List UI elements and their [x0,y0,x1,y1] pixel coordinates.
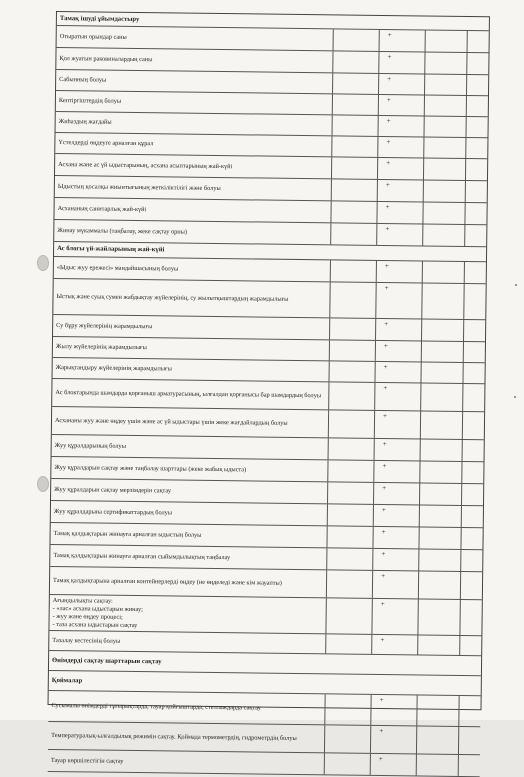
check-cell [328,361,374,382]
section-title: Қоймалар [51,676,83,684]
check-mark: + [387,53,392,62]
check-cell [465,159,489,180]
row-label: Жарықтандыру жүйелерінің жарамдылығы [55,364,172,373]
check-cell [420,439,462,461]
check-cell [325,634,371,654]
check-cell [420,383,462,411]
row-label: Кептіргіштердің болуы [58,97,122,105]
check-cell [376,202,422,224]
check-mark: + [386,96,391,105]
check-cell [464,262,488,283]
check-cell [375,319,421,341]
row-label: Температуралық-ылғалдылық режимін сақтау. Қоймада термометрдің, гидрометрдің болуы [51,731,297,742]
check-mark: + [387,75,392,84]
check-cell [462,440,486,461]
check-cell [377,158,423,180]
check-cell [418,527,460,549]
check-cell [375,341,421,362]
check-cell [324,725,370,753]
check-cell [378,74,424,95]
punch-hole [37,255,49,271]
check-cell [377,137,423,158]
check-mark: + [385,225,390,234]
check-mark: + [383,363,388,372]
check-cell [332,73,378,94]
check-cell [378,95,424,116]
check-cell [421,319,463,341]
check-cell [459,636,483,655]
check-cell [416,695,458,726]
check-cell [419,505,461,527]
check-cell [327,460,373,482]
check-cell [372,527,418,549]
check-cell [327,482,373,504]
punch-hole [37,476,49,492]
check-cell [371,635,417,655]
check-cell [377,116,423,137]
section-title: Өнімдерді сақтау шарттарын сақтау [52,656,162,665]
check-cell [421,283,463,319]
row-label: Тамақ қалдықтарын жинауға арналған сыйымдылықтың таңбалау [53,551,231,561]
checklist-row [49,595,481,636]
check-cell [424,96,466,117]
check-cell [460,572,484,599]
row-label: Ағындылықты сақтау: - «лас» асхана ыдыстарын жинау; - жуу және өңдеу процесі; - таза асхана ыдыстарын сақтау [52,596,143,629]
check-cell [324,753,370,775]
check-cell [332,115,378,136]
check-cell [416,726,458,754]
check-mark: + [381,550,386,559]
check-cell [331,157,377,179]
check-cell [421,341,463,362]
check-mark: + [386,138,391,147]
check-mark: + [384,262,389,271]
check-cell [423,117,465,138]
row-label: Жуу құралдарына сертификаттардың болуы [53,507,173,516]
check-mark: + [384,284,389,293]
check-cell [373,483,419,505]
check-cell [462,363,486,383]
check-cell [461,484,485,505]
check-cell [378,52,424,74]
row-label: Тамақ қалдықтарын жинауға арналған ыдыстың болуы [53,529,202,539]
check-mark: + [382,440,387,449]
section-title: Ас блогы үй-жайларының жай-күйі [57,245,165,254]
check-cell [423,158,465,180]
check-cell [374,439,420,461]
check-cell [462,412,486,439]
check-mark: + [386,117,391,126]
check-cell [379,30,425,52]
check-cell [466,53,490,74]
check-cell [418,571,460,599]
check-cell [377,180,423,202]
check-cell [422,261,464,283]
check-cell [458,755,482,776]
check-mark: + [378,755,383,764]
check-mark: + [380,636,385,645]
check-cell [324,694,370,725]
check-mark: + [379,696,384,705]
check-cell [422,224,464,246]
check-cell [328,382,374,410]
check-cell [326,548,372,570]
check-cell [327,504,373,526]
check-cell [325,598,371,634]
check-cell [420,411,462,439]
check-cell [425,31,467,53]
check-mark: + [380,600,385,609]
check-cell [326,570,372,598]
row-label: Тазалау кестесінің болуы [52,636,121,645]
check-cell [370,695,416,726]
check-mark: + [387,31,392,40]
check-cell [464,203,488,224]
check-cell [422,202,464,224]
check-cell [371,599,417,635]
check-cell [375,283,421,319]
check-cell [373,461,419,483]
check-mark: + [384,320,389,329]
ink-speck [515,284,517,286]
row-label: Жуу құралдарын сақтау және таңбалау шарттары (жеке жабық ыдыста) [54,463,247,473]
row-label: Сусымалы өнімдерді тұғырықтарда, тауар қойғыштарда, стеллаждарда сақтау [51,701,261,712]
check-cell [465,138,489,158]
row-label: Асхана және ас үй ыдыстарының, асхана асыптарының жай-күйі [58,160,233,170]
check-cell [329,282,375,318]
check-mark: + [383,412,388,421]
check-cell [374,411,420,439]
check-cell [376,224,422,246]
check-cell [459,600,483,635]
check-cell [423,137,465,158]
check-cell [424,75,466,96]
check-cell [417,635,459,655]
row-label: Отыратын орындар саны [59,32,127,41]
row-label: Сабынның болуы [59,76,107,84]
check-cell [372,549,418,571]
check-cell [333,29,379,51]
check-cell [417,599,459,635]
check-cell [329,318,375,340]
row-label: Жуу құралдарын сақтау мерзімдерін сақтау [54,485,172,494]
check-mark: + [383,384,388,393]
check-mark: + [381,528,386,537]
check-mark: + [381,572,386,581]
check-cell [423,180,465,202]
row-label: Үстелдерді өңдеуге арналған құрал [58,139,154,148]
row-label: Жиһаздың жағдайы [58,118,112,126]
check-cell [373,505,419,527]
check-cell [328,410,374,438]
check-cell [467,31,491,52]
check-cell [326,526,372,548]
check-cell [460,550,484,571]
check-cell [330,223,376,245]
check-cell [330,201,376,223]
check-cell [370,754,416,776]
row-label: Асхананы жуу және өңдеу үшін және ас үй ыдыстары үшін жеке жағдайлардың болуы [54,416,288,427]
check-cell [332,51,378,73]
check-cell [416,754,458,776]
row-label: Қол жуатын раковиналардың саны [59,54,153,63]
check-cell [370,726,416,754]
check-cell [424,53,466,75]
check-cell [466,96,490,116]
check-cell [376,261,422,283]
checklist-row [53,279,485,320]
row-label: Ас блоктарында шамдарда қорғаныш арматурасының, ылғалдан қорғанысы бар шамдардың болуы [55,388,322,399]
row-label: Жинау мүкаммалы (таңбалау, жеке сақтау орны) [57,226,188,236]
check-mark: + [385,203,390,212]
row-label: Жуу құралдарының болуы [54,441,127,450]
check-cell [331,136,377,157]
check-cell [461,462,485,483]
check-mark: + [379,727,384,736]
check-cell [330,260,376,282]
row-label: Ыстық және суық сумен жабдықтау жүйелерінің, су жылытқыштардың жарамдылығы [56,292,289,303]
check-cell [458,727,482,754]
check-cell [463,284,487,319]
row-label: Тауар көршілестігін сақтау [50,756,124,765]
check-mark: + [383,342,388,351]
checklist-table [48,11,490,765]
check-cell [374,362,420,383]
check-cell [465,181,489,202]
check-cell [374,383,420,411]
row-label: «Ыдыс жуу ережесі» мандайшасының болуы [56,263,179,273]
ink-speck [514,396,516,398]
check-mark: + [382,462,387,471]
row-label: Ыдыстың қосалқы жиынтығының жеткіліктілігі және болуы [57,182,221,192]
check-cell [420,362,462,383]
check-cell [332,94,378,115]
check-mark: + [386,159,391,168]
check-mark: + [382,484,387,493]
section-title: Тамақ ішуді ұйымдастыру [59,14,140,23]
check-cell [461,506,485,527]
check-cell [463,342,487,362]
check-cell [462,384,486,411]
row-label: Жылу жүйелерінің жарамдылығы [55,343,147,352]
row-label: Су бұру жүйелерінің жарамдылығы [56,321,153,330]
check-cell [463,320,487,341]
check-cell [331,179,377,201]
check-cell [329,340,375,361]
check-cell [419,461,461,483]
check-mark: + [385,181,390,190]
check-cell [464,225,488,246]
check-cell [372,571,418,599]
checklist-row [48,750,480,777]
row-label: Асхананың санитарлық жай-күйі [57,204,147,213]
check-cell [418,549,460,571]
check-cell [328,438,374,460]
check-cell [458,696,482,726]
check-cell [419,483,461,505]
check-cell [466,75,490,95]
check-cell [465,117,489,137]
check-mark: + [381,506,386,515]
row-label: Тамақ қалдықтарына арналған контейнерлерді өңдеу (не өңделеді және кім жауапты) [53,576,282,587]
check-cell [460,528,484,549]
